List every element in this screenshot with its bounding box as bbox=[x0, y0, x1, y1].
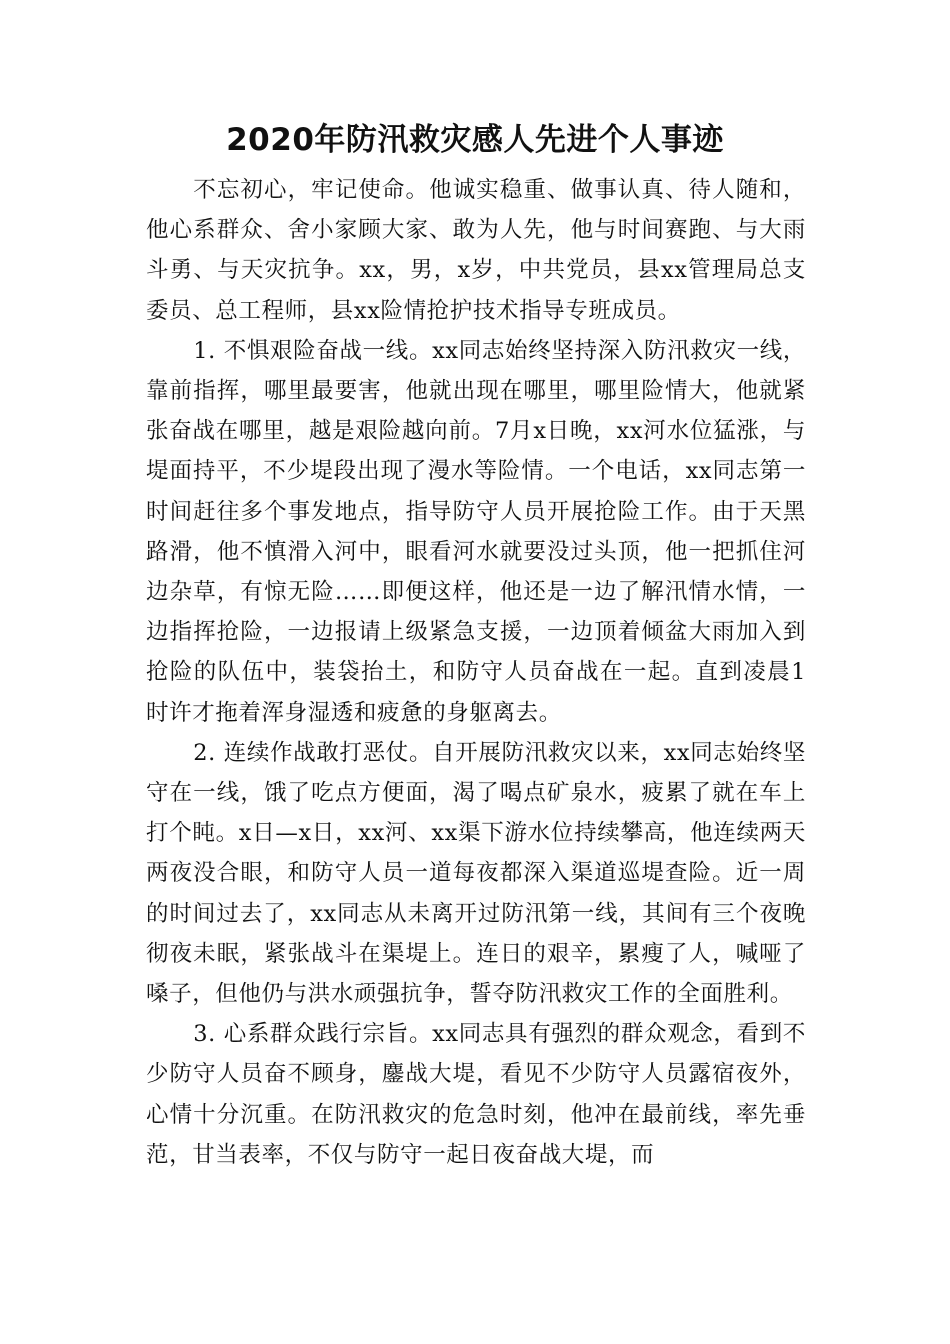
section-2-paragraph: 2. 连续作战敢打恶仗。自开展防汛救灾以来，xx同志始终坚守在一线，饿了吃点方便面，渴了喝点矿泉水，疲累了就在车上打个盹。x日—x日，xx河、xx渠下游水位持续攀高，他连续两天两夜没合眼，和防守人员一道每夜都深入渠道巡堤查险。近一周的时间过去了，xx同志从未离开过防汛第一线，其间有三个夜晚彻夜未眠，紧张战斗在渠堤上。连日的艰辛，累瘦了人，喊哑了嗓子，但他仍与洪水顽强抗争，誓夺防汛救灾工作的全面胜利。 bbox=[146, 739, 806, 1008]
section-3-paragraph: 3. 心系群众践行宗旨。xx同志具有强烈的群众观念，看到不少防守人员奋不顾身，鏖战大堤，看见不少防守人员露宿夜外，心情十分沉重。在防汛救灾的危急时刻，他冲在最前线，率先垂范，甘当表率，不仅与防守一起日夜奋战大堤，而 bbox=[146, 1021, 806, 1168]
intro-paragraph: 不忘初心，牢记使命。他诚实稳重、做事认真、待人随和，他心系群众、舍小家顾大家、敢为人先，他与时间赛跑、与大雨斗勇、与天灾抗争。xx，男，x岁，中共党员，县xx管理局总支委员、总工程师，县xx险情抢护技术指导专班成员。 bbox=[146, 177, 806, 324]
document-body bbox=[146, 170, 806, 1175]
section-1-paragraph: 1. 不惧艰险奋战一线。xx同志始终坚持深入防汛救灾一线，靠前指挥，哪里最要害，他就出现在哪里，哪里险情大，他就紧张奋战在哪里，越是艰险越向前。7月x日晚，xx河水位猛涨，与堤面持平，不少堤段出现了漫水等险情。一个电话，xx同志第一时间赶往多个事发地点，指导防守人员开展抢险工作。由于天黑路滑，他不慎滑入河中，眼看河水就要没过头顶，他一把抓住河边杂草，有惊无险……即便这样，他还是一边了解汛情水情，一边指挥抢险，一边报请上级紧急支援，一边顶着倾盆大雨加入到抢险的队伍中，装袋抬土，和防守人员奋战在一起。直到凌晨1时许才拖着浑身湿透和疲惫的身躯离去。 bbox=[146, 337, 806, 726]
document-title: 2020年防汛救灾感人先进个人事迹 bbox=[226, 122, 724, 158]
